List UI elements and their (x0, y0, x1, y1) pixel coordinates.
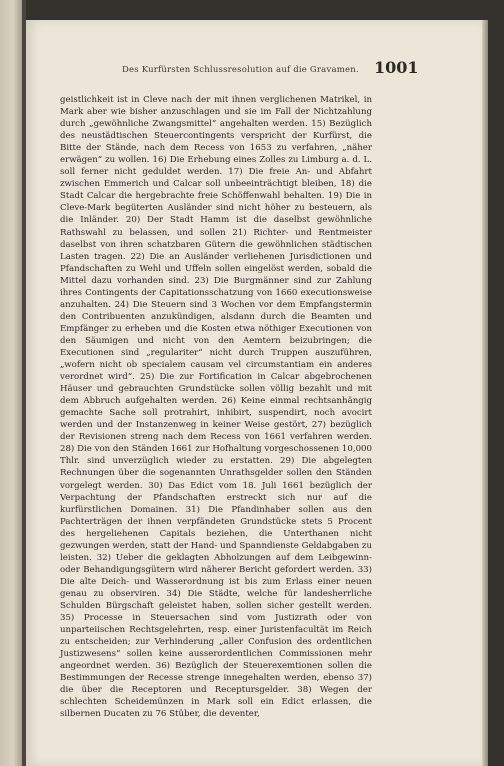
running-title: Des Kurfürsten Schlussresolution auf die Gravamen. (122, 65, 359, 75)
page-fore-edge (482, 20, 488, 766)
page-header (92, 52, 432, 82)
body-paragraph: geistlichkeit ist in Cleve nach der mit ihnen verglichenen Matrikel, in Mark aber wie bisher anzuschlagen und sie im Fall der Nichtzahlung durch „gewöhnliche Zwangsmittel“ angehalten werden. 15) Bezüglich des neustädtischen Steuercontingents verspricht der Kurfürst, die Bitte der Stände, nach dem Recess von 1653 zu verfahren, „näher erwägen“ zu wollen. 16) Die Erhebung eines Zolles zu Limburg a. d. L. soll ferner nicht geduldet werden. 17) Die freie An- und Abfahrt zwischen Emmerich und Calcar soll unbeeinträchtigt bleiben, 18) die Stadt Calcar die hergebrachte freie Schöffenwahl behalten. 19) Die in Cleve-Mark begüterten Ausländer sind nicht höher zu besteuern, als die Inländer. 20) Der Stadt Hamm ist die daselbst gewöhnliche Rathswahl zu belassen, und sollen 21) Richter- und Rentmeister daselbst von ihren schatzbaren Gütern die gewöhnlichen städtischen Lasten tragen. 22) Die an Ausländer verliehenen Jurisdictionen und Pfandschaften zu Wehl und Uffeln sollen eingelöst werden, sobald die Mittel dazu vorhanden sind. 23) Die Burgmänner sind zur Zahlung ihres Contingents der Capitationsschatzung von 1660 executionsweise anzuhalten. 24) Die Steuern sind 3 Wochen vor dem Empfangstermin den Contribuenten anzukündigen, alsdann durch die Beamten und Empfänger zu erheben und die Kosten etwa nöthiger Executionen von den Säumigen und nicht von den Aemtern beizubringen; die Executionen sind „regulariter“ nicht durch Truppen auszuführen, „wofern nicht ob specialem causam vel circumstantiam ein anderes verordnet wird“. 25) Die zur Fortification in Calcar abgebrochenen Häuser und gebrauchten Grundstücke sollen völlig bezahlt und mit dem Abbruch aufgehalten werden. 26) Keine einmal rechtsanhängig gemachte Sache soll protrahirt, inhibirt, suspendirt, noch avocirt werden und der Instanzenweg in keiner Weise gestört, 27) bezüglich der Revisionen streng nach dem Recess von 1661 verfahren werden. 28) Die von den Ständen 1661 zur Hofhaltung vorgeschossenen 10,000 Thlr. sind unverzüglich wieder zu erstatten. 29) Die abgelegten Rechnungen über die sogenannten Unrathsgelder sollen den Ständen vorgelegt werden. 30) Das Edict vom 18. Juli 1661 bezüglich der Verpachtung der Pfandschaften erstreckt sich nur auf die kurfürstlichen Domainen. 31) Die Pfandinhaber sollen aus den Pachterträgen der ihnen verpfändeten Grundstücke stets 5 Procent des hergeliehenen Capitals beziehen, die Unterthanen nicht gezwungen werden, statt der Hand- und Spanndienste Geldabgaben zu leisten. 32) Ueber die geklagten Abholzungen auf dem Leibgewinn- oder Behandigungsgütern wird näherer Bericht gefordert werden. 33) Die alte Deich- und Wasserordnung ist bis zum Erlass einer neuen genau zu observiren. 34) Die Städte, welche für landesherrliche Schulden Bürgschaft geleistet haben, sollen sicher gestellt werden. 35) Processe in Steuersachen sind vom Justizrath oder von unparteiischen Rechtsgelehrten, resp. einer Juristenfacultät im Reich zu entscheiden; zur Verhinderung „aller Confusion des ordentlichen Justizwesens“ sollen keine ausserordentlichen Commissionen mehr angeordnet werden. 36) Bezüglich der Steuerexemtionen sollen die Bestimmungen der Recesse strenge innegehalten werden, ebenso 37) die über die Receptoren und Receptursgelder. 38) Wegen der schlechten Scheidemünzen in Mark soll ein Edict erlassen, die silbernen Ducaten zu 76 Stüber, die deventer, (60, 95, 372, 720)
previous-page-edge (0, 0, 22, 766)
page-number: 1001 (374, 58, 419, 77)
